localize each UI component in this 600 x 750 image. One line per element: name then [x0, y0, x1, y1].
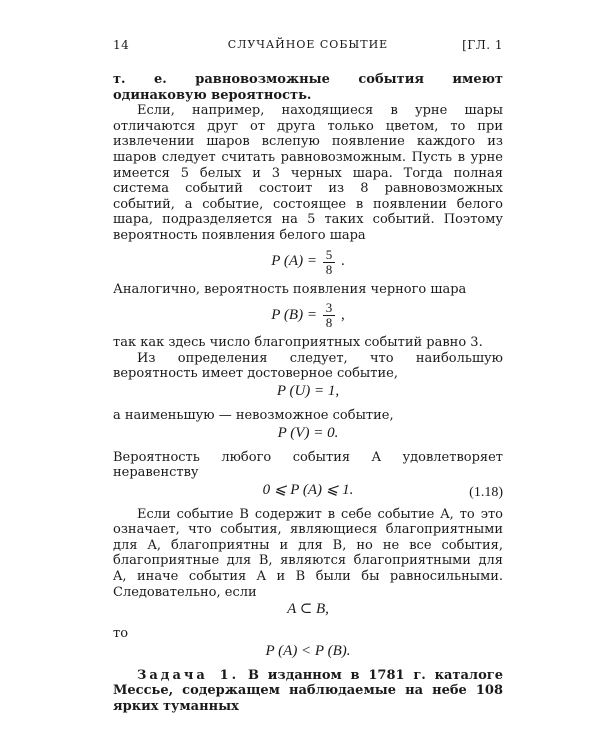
formula-text: A ⊂ B,	[287, 601, 329, 618]
page-header	[113, 38, 503, 56]
paragraph-5: Из определения следует, что наибольшую вероятность имеет достоверное событие,	[113, 350, 503, 382]
fraction-black	[323, 301, 336, 330]
formula-subset	[113, 602, 503, 624]
chapter-marker: [ГЛ. 1	[462, 38, 503, 52]
fraction-denominator: 8	[325, 261, 333, 277]
formula-text: P (U) = 1,	[276, 382, 340, 399]
fraction-white	[323, 248, 336, 277]
paragraph-6: а наименьшую — невозможное событие,	[113, 407, 394, 423]
formula-inequality	[113, 483, 503, 505]
formula-white-ball	[113, 248, 503, 278]
paragraph-7: Вероятность любого события A удовлетворяет неравенству	[113, 449, 503, 481]
paragraph-10	[113, 668, 503, 715]
paragraph-4: так как здесь число благоприятных событий равно 3.	[113, 335, 483, 351]
formula-punct: ,	[340, 306, 345, 323]
problem-label: Задача 1.	[137, 667, 240, 683]
page-body	[113, 72, 503, 715]
formula-impossible-event	[113, 426, 503, 448]
formula-probability-compare	[113, 644, 503, 666]
problem-text: В изданном в 1781 г. каталоге Мессье, содержащем наблюдаемые на небе 108 ярких туманных	[113, 667, 503, 715]
paragraph-2: Если, например, находящиеся в урне шары отличаются друг от друга только цветом, то при извлечении шаров вслепую появление каждого из шаров следует считать равновозможным. Пусть в урне имеется 5 белых и 3 черных шара. Тогда полная система событий состоит из 8 равновозможных событий, а событие, состоящее в появлении белого шара, подразделяется на 5 таких событий. Поэтому вероятность появления белого шара	[113, 103, 503, 243]
formula-black-lhs: P (B) =	[271, 306, 317, 323]
formula-white-lhs: P (A) =	[271, 253, 317, 270]
paragraph-9: то	[113, 626, 129, 642]
running-title: СЛУЧАЙНОЕ СОБЫТИЕ	[227, 38, 389, 51]
formula-text: P (A) < P (B).	[265, 642, 351, 659]
equation-number: (1.18)	[469, 484, 503, 500]
paragraph-8: Если событие B содержит в себе событие A, то это означает, что события, являющиеся благоприятными для A, благоприятны и для B, но не все события, благоприятные для B, являются благоприятными для A, иначе события A и B были бы равносильными. Следовательно, если	[113, 506, 503, 600]
fraction-numerator: 3	[323, 301, 336, 316]
formula-certain-event	[113, 384, 503, 406]
formula-text: P (V) = 0.	[277, 424, 339, 441]
formula-text: 0 ⩽ P (A) ⩽ 1.	[262, 481, 354, 498]
formula-punct: .	[340, 253, 345, 270]
paragraph-1: т. е. равновозможные события имеют одинаковую вероятность.	[113, 72, 503, 103]
fraction-denominator: 8	[325, 315, 333, 331]
formula-black-ball	[113, 301, 503, 331]
paragraph-3: Аналогично, вероятность появления черного шара	[113, 281, 467, 297]
fraction-numerator: 5	[323, 248, 336, 263]
page-number: 14	[113, 38, 130, 52]
